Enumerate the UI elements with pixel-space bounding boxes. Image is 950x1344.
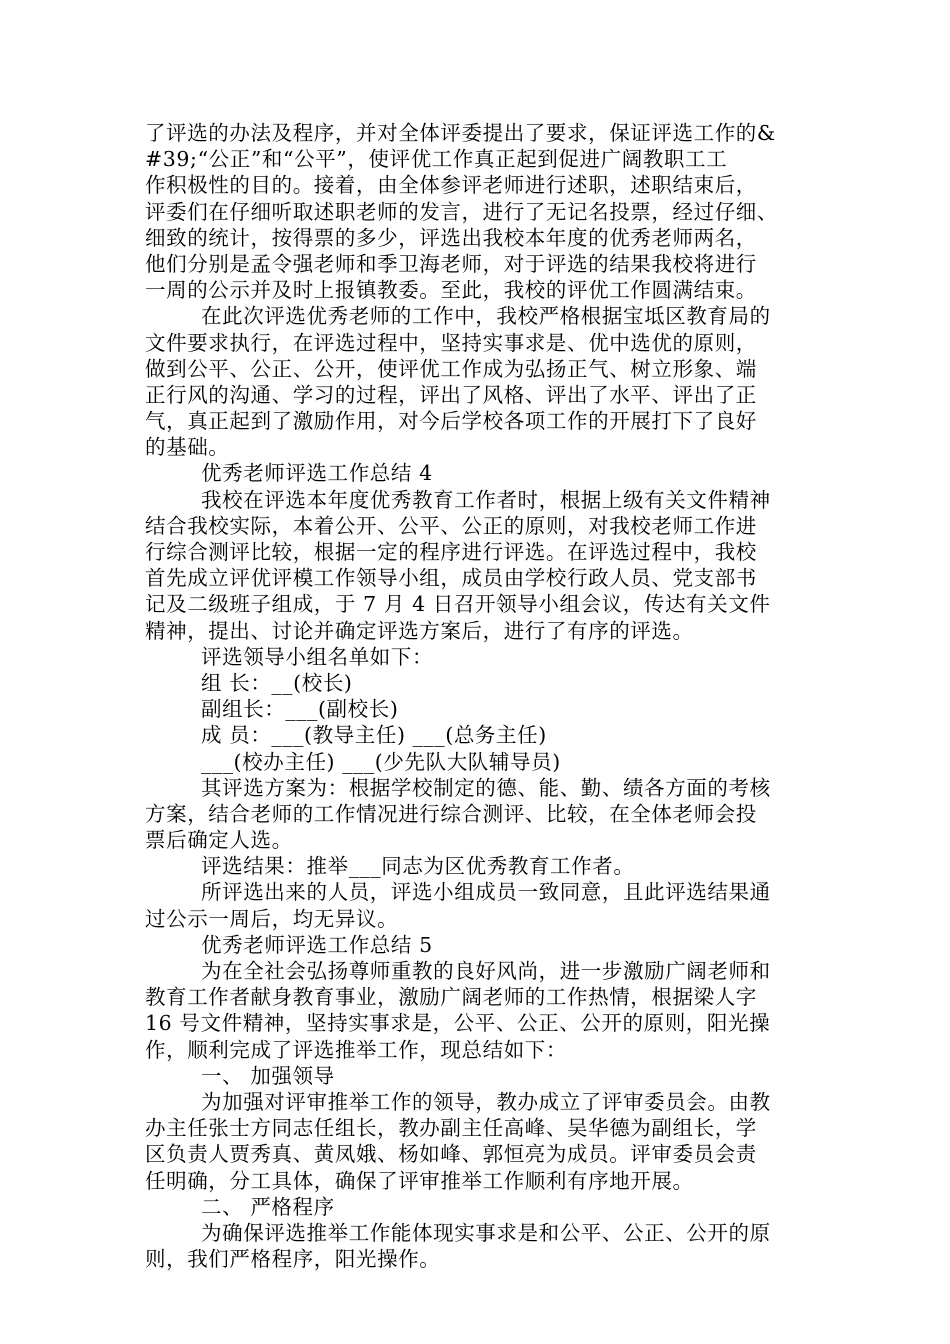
text-line: 记及二级班子组成，于 7 月 4 日召开领导小组会议，传达有关文件 <box>145 592 771 617</box>
text-line: 组 长：__(校长) <box>201 670 353 695</box>
text-line: 教育工作者献身教育事业，激励广阔老师的工作热情，根据梁人字 <box>145 985 757 1010</box>
text-line: 了评选的办法及程序，并对全体评委提出了要求，保证评选工作的& <box>145 121 776 145</box>
text-line: 票后确定人选。 <box>145 828 293 853</box>
text-line: 气，真正起到了激励作用，对今后学校各项工作的开展打下了良好 <box>145 409 757 434</box>
text-line: 办主任张士方同志任组长，教办副主任高峰、吴华德为副组长，学 <box>145 1116 757 1141</box>
text-line: 的基础。 <box>145 435 230 460</box>
text-line: 任明确，分工具体，确保了评审推举工作顺利有序地开展。 <box>145 1168 694 1193</box>
text-line: 评委们在仔细听取述职老师的发言，进行了无记名投票，经过仔细、 <box>145 199 778 224</box>
text-line: 成 员：___(教导主任) ___(总务主任) <box>201 723 547 748</box>
text-line: 二、 严格程序 <box>201 1194 335 1219</box>
text-line: 所评选出来的人员，评选小组成员一致同意，且此评选结果通 <box>201 880 771 905</box>
text-line: 精神，提出、讨论并确定评选方案后，进行了有序的评选。 <box>145 618 694 643</box>
text-line: 为加强对评审推举工作的领导，教办成立了评审委员会。由教 <box>201 1089 771 1114</box>
text-line: 我校在评选本年度优秀教育工作者时，根据上级有关文件精神 <box>201 487 771 512</box>
text-line: 一周的公示并及时上报镇教委。至此，我校的评优工作圆满结束。 <box>145 278 757 303</box>
text-line: 评选结果：推举___同志为区优秀教育工作者。 <box>201 854 635 879</box>
text-line: 优秀老师评选工作总结 5 <box>201 932 433 957</box>
text-line: 为在全社会弘扬尊师重教的良好风尚，进一步激励广阔老师和 <box>201 959 771 983</box>
text-line: 他们分别是孟令强老师和季卫海老师，对于评选的结果我校将进行 <box>145 251 757 276</box>
text-line: 首先成立评优评模工作领导小组，成员由学校行政人员、党支部书 <box>145 566 757 591</box>
document-body <box>145 120 811 1272</box>
text-line: #39;“公正”和“公平”，使评优工作真正起到促进广阔教职工工 <box>145 147 728 172</box>
text-line: ___(校办主任) ___(少先队大队辅导员) <box>201 749 561 774</box>
text-line: 过公示一周后，均无异议。 <box>145 906 399 931</box>
text-line: 其评选方案为：根据学校制定的德、能、勤、绩各方面的考核 <box>201 775 771 800</box>
text-line: 作，顺利完成了评选推举工作，现总结如下： <box>145 1037 567 1062</box>
text-line: 作积极性的目的。接着，由全体参评老师进行述职，述职结束后， <box>145 173 757 198</box>
text-line: 行综合测评比较，根据一定的程序进行评选。在评选过程中，我校 <box>145 540 757 564</box>
text-line: 一、 加强领导 <box>201 1063 335 1088</box>
text-line: 结合我校实际，本着公开、公平、公正的原则，对我校老师工作进 <box>145 513 757 538</box>
text-line: 区负责人贾秀真、黄凤娥、杨如峰、郭恒亮为成员。评审委员会责 <box>145 1142 757 1167</box>
text-line: 方案，结合老师的工作情况进行综合测评、比较，在全体老师会投 <box>145 801 757 826</box>
text-line: 16 号文件精神，坚持实事求是，公平、公正、公开的原则，阳光操 <box>145 1011 771 1036</box>
text-line: 则，我们严格程序，阳光操作。 <box>145 1247 441 1272</box>
text-line: 副组长：___(副校长) <box>201 697 399 722</box>
text-line: 评选领导小组名单如下： <box>201 644 434 669</box>
text-line: 细致的统计，按得票的多少，评选出我校本年度的优秀老师两名， <box>145 225 757 250</box>
text-line: 做到公平、公正、公开，使评优工作成为弘扬正气、树立形象、端 <box>145 356 757 381</box>
text-line: 正行风的沟通、学习的过程，评出了风格、评出了水平、评出了正 <box>145 382 757 407</box>
text-line: 文件要求执行，在评选过程中，坚持实事求是、优中选优的原则， <box>145 330 757 355</box>
text-line: 优秀老师评选工作总结 4 <box>201 461 433 486</box>
text-line: 为确保评选推举工作能体现实事求是和公平、公正、公开的原 <box>201 1220 771 1245</box>
text-line: 在此次评选优秀老师的工作中，我校严格根据宝坻区教育局的 <box>201 304 771 329</box>
